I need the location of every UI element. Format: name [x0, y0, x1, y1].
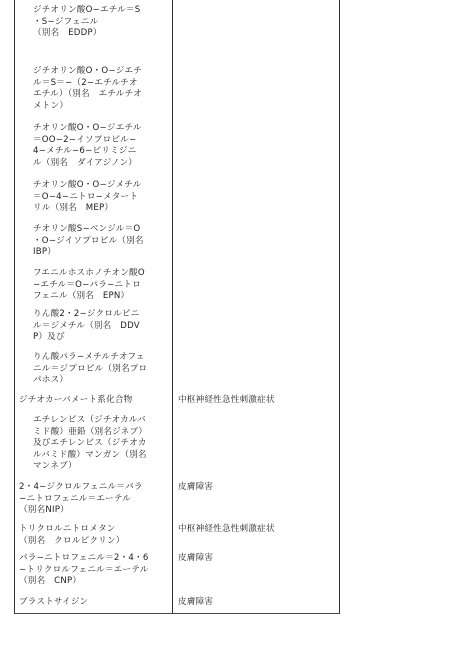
health-effect: 皮膚障害 — [178, 597, 214, 607]
substance-name: フエニルホスホノチオン酸O −エチル＝O−パラ−ニトロ フェニル（別名 EPN） — [33, 268, 145, 302]
substance-name: 2・4−ジクロルフェニル＝パラ −ニトロフェニル＝エーテル （別名NIP） — [19, 482, 143, 516]
health-effect: 中枢神経性急性刺激症状 — [178, 524, 275, 534]
substance-name: エチレンビス（ジチオカルバ ミド酸）亜鉛（別名ジネブ） 及びエチレンビス（ジチオカ ルバミド酸）マンガン（別名 マンネブ） — [33, 415, 148, 472]
health-effect: 中枢神経性急性刺激症状 — [178, 395, 275, 405]
substance-name: ブラストサイジン — [19, 597, 89, 607]
substance-name: チオリン酸O・O−ジエチル ＝OO−2−イソプロピル− 4−メチル−6−ピリミジニ ル（別名 ダイアジノン） — [33, 123, 142, 168]
substance-name: トリクロルニトロメタン （別名 クロルピクリン） — [19, 524, 125, 546]
substance-name: ジチオリン酸O−エチル＝S ・S−ジフェニル （別名 EDDP） — [33, 5, 141, 39]
substance-name: ジチオカーバメート系化合物 — [19, 395, 133, 405]
substance-name: りん酸パラ−メチルチオフェ ニル＝ジプロピル（別名プロ パホス） — [33, 352, 148, 386]
substance-name: パラ−ニトロフェニル＝2・4・6 −トリクロルフェニル＝エーテル （別名 CNP） — [19, 553, 149, 587]
table-right-border — [339, 0, 340, 614]
health-effect: 皮膚障害 — [178, 553, 214, 563]
substance-name: りん酸2・2−ジクロルビニ ル＝ジメチル（別名 DDV P）及び — [33, 309, 140, 343]
health-effect: 皮膚障害 — [178, 482, 214, 492]
substance-name: ジチオリン酸O・O−ジエチ ル＝S＝−（2−エチルチオ エチル）（別名 エチルチオ メトン） — [33, 66, 143, 111]
substance-name: チオリン酸O・O−ジメチル ＝O−4−ニトロ−メタート リル（別名 MEP） — [33, 180, 142, 214]
substance-name: チオリン酸S−ベンジル＝O ・O−ジイソプロピル（別名 IBP） — [33, 224, 144, 258]
table-bottom-border — [14, 613, 340, 614]
table-left-border — [14, 0, 15, 614]
